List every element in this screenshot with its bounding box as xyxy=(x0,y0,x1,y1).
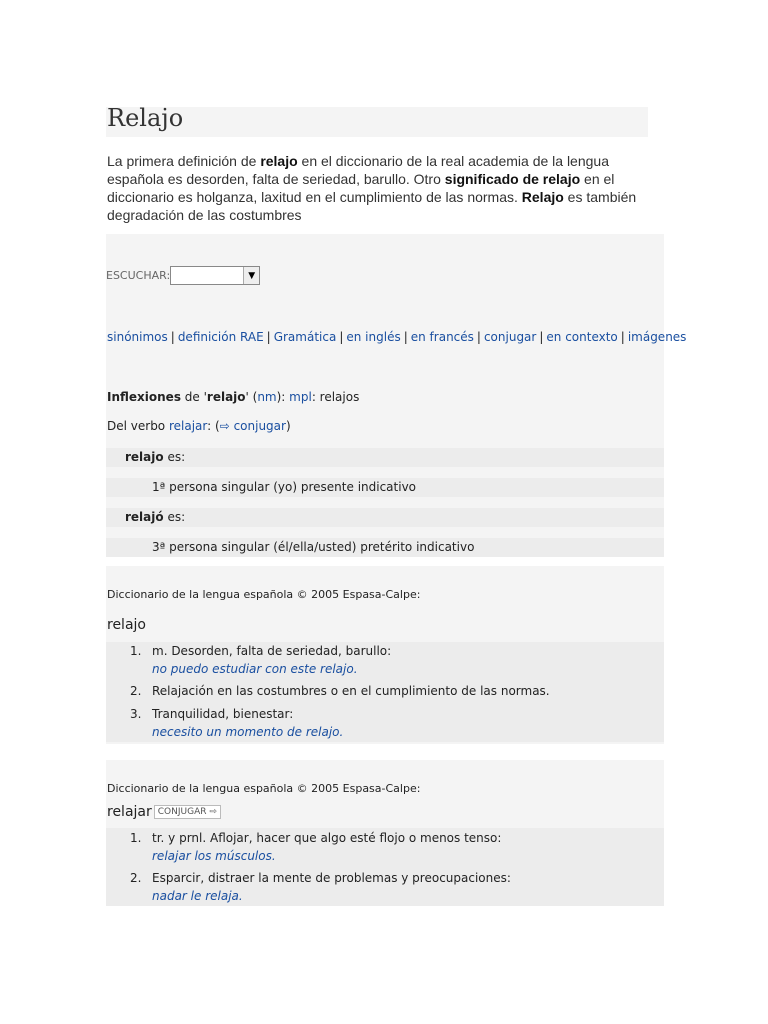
definition-text: m. Desorden, falta de seriedad, barullo: xyxy=(152,644,392,658)
form-es: es: xyxy=(163,450,186,464)
definition-example: no puedo estudiar con este relajo. xyxy=(152,662,358,676)
form-es: es: xyxy=(163,510,186,524)
nav-link-en-contexto[interactable]: en contexto xyxy=(546,330,618,344)
inflections-line xyxy=(107,390,359,404)
definition-text: Relajación en las costumbres o en el cumplimiento de las normas. xyxy=(152,684,550,698)
nm-link[interactable]: nm xyxy=(257,390,277,404)
definition-example: nadar le relaja. xyxy=(152,889,243,903)
definition-text: tr. y prnl. Aflojar, hacer que algo esté flojo o menos tenso: xyxy=(152,831,502,845)
nav-link-sinonimos[interactable]: sinónimos xyxy=(107,330,168,344)
definitions-list xyxy=(106,828,664,906)
nav-separator: | xyxy=(170,330,175,344)
conjugar-button[interactable]: CONJUGAR ⇨ xyxy=(154,805,221,819)
form-word: relajó xyxy=(125,510,164,524)
intro-bold-2: significado de relajo xyxy=(444,171,581,187)
intro-paragraph xyxy=(107,152,637,224)
entry-headword-line xyxy=(107,804,221,820)
intro-text-4: es también degradación de las costumbres xyxy=(107,189,637,223)
inflections-colon: ): xyxy=(276,390,290,404)
title-bar xyxy=(106,107,648,137)
inflections-word: relajo xyxy=(206,390,246,404)
definition-number: 2. xyxy=(130,871,142,885)
nav-links xyxy=(107,330,686,344)
inflections-open: ' ( xyxy=(245,390,258,404)
definition-number: 1. xyxy=(130,644,142,658)
definition-example: necesito un momento de relajo. xyxy=(152,725,344,739)
inflections-plural: : relajos xyxy=(311,390,360,404)
arrow-right-icon: ⇨ xyxy=(219,419,230,433)
inflections-de: de ' xyxy=(180,390,207,404)
verb-prefix: Del verbo xyxy=(107,419,169,433)
intro-text-2: en el diccionario de la real academia de la lengua española es desorden, falta de seriedad, barullo. Otro xyxy=(107,153,609,187)
nav-link-definicion-rae[interactable]: definición RAE xyxy=(177,330,264,344)
nav-separator: | xyxy=(476,330,481,344)
definition-text: Tranquilidad, bienestar: xyxy=(152,707,294,721)
nav-link-gramatica[interactable]: Gramática xyxy=(273,330,337,344)
definition-number: 2. xyxy=(130,684,142,698)
nav-link-en-frances[interactable]: en francés xyxy=(410,330,474,344)
entry-headword: relajo xyxy=(107,617,146,633)
form-desc-row xyxy=(106,478,664,497)
definition-text: Esparcir, distraer la mente de problemas y preocupaciones: xyxy=(152,871,511,885)
listen-select[interactable] xyxy=(170,266,260,285)
mpl-link[interactable]: mpl xyxy=(289,390,312,404)
entry-source: Diccionario de la lengua española © 2005 Espasa-Calpe: xyxy=(107,782,421,795)
intro-bold-3: Relajo xyxy=(521,189,564,205)
verb-link[interactable]: relajar xyxy=(168,419,208,433)
entry-headword: relajar xyxy=(107,804,152,820)
form-desc-row xyxy=(106,538,664,557)
verb-mid: : ( xyxy=(207,419,220,433)
nav-separator: | xyxy=(403,330,408,344)
page-title: Relajo xyxy=(107,104,184,132)
definition-example: relajar los músculos. xyxy=(152,849,276,863)
intro-bold-1: relajo xyxy=(260,153,298,169)
listen-label: ESCUCHAR: xyxy=(106,269,171,282)
nav-separator: | xyxy=(339,330,344,344)
chevron-down-icon[interactable]: ▼ xyxy=(243,267,259,284)
nav-separator: | xyxy=(539,330,544,344)
intro-text-3: en el diccionario es holganza, laxitud en el cumplimiento de las normas. xyxy=(107,171,615,205)
form-row xyxy=(106,448,664,467)
form-word: relajo xyxy=(125,450,164,464)
listen-control xyxy=(106,266,260,285)
intro-text-1: La primera definición de xyxy=(107,153,261,169)
nav-link-en-ingles[interactable]: en inglés xyxy=(346,330,401,344)
form-row xyxy=(106,508,664,527)
definitions-list xyxy=(106,642,664,742)
nav-separator: | xyxy=(266,330,271,344)
entry-source: Diccionario de la lengua española © 2005 Espasa-Calpe: xyxy=(107,588,421,601)
definition-number: 1. xyxy=(130,831,142,845)
inflections-label: Inflexiones xyxy=(107,390,181,404)
form-desc: 3ª persona singular (él/ella/usted) pretérito indicativo xyxy=(152,540,475,554)
nav-link-imagenes[interactable]: imágenes xyxy=(627,330,687,344)
verb-line xyxy=(107,419,291,433)
verb-conjugar-link[interactable]: conjugar xyxy=(233,419,286,433)
verb-end: ) xyxy=(285,419,291,433)
definition-number: 3. xyxy=(130,707,142,721)
form-desc: 1ª persona singular (yo) presente indicativo xyxy=(152,480,417,494)
nav-link-conjugar[interactable]: conjugar xyxy=(483,330,537,344)
nav-separator: | xyxy=(620,330,625,344)
